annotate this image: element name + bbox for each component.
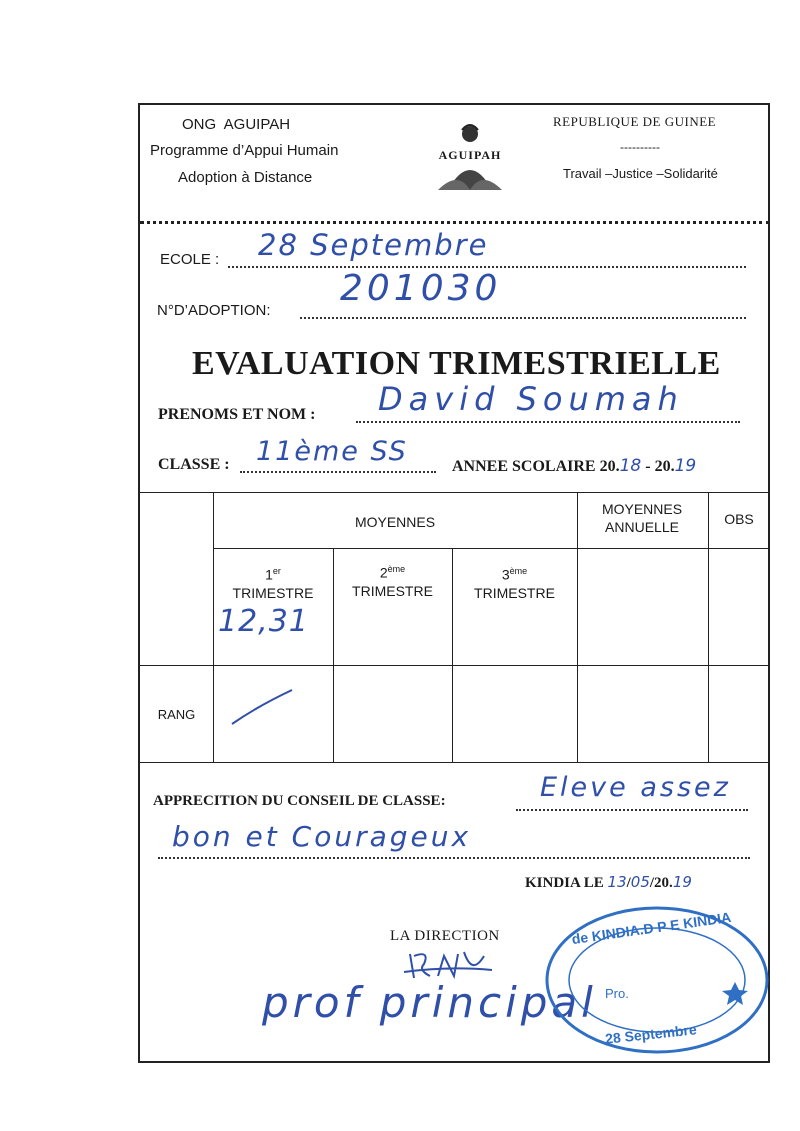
table-col-line-5	[708, 492, 709, 762]
logo-text: AGUIPAH	[438, 148, 502, 162]
adoption-label: N°D’ADOPTION:	[157, 302, 271, 319]
appreciation-label: APPRECITION DU CONSEIL DE CLASSE:	[153, 793, 446, 809]
table-header-line	[213, 548, 770, 549]
moyennes-annuelle-header: MOYENNES ANNUELLE	[601, 501, 683, 535]
appreciation-line1: Eleve assez	[540, 772, 731, 803]
annee-end: 19	[674, 456, 697, 476]
t3-num: 3	[501, 566, 510, 583]
date-year: 19	[672, 873, 692, 891]
stamp-top-text: de KINDIA.D P E KINDIA	[570, 908, 733, 948]
org-name: ONG AGUIPAH	[182, 116, 291, 133]
header-divider	[140, 221, 770, 224]
table-top-line	[140, 492, 770, 493]
obs-header: OBS	[724, 511, 754, 527]
rang-label: RANG	[157, 707, 196, 722]
moyennes-header: MOYENNES	[354, 514, 436, 530]
aguipah-logo	[418, 120, 522, 196]
page-title: EVALUATION TRIMESTRIELLE	[192, 345, 721, 382]
annee-sep: - 20.	[641, 458, 675, 475]
table-bottom-line	[140, 762, 770, 763]
direction-label: LA DIRECTION	[390, 928, 500, 944]
adoption-dotline	[300, 309, 746, 319]
t1-sup: er	[272, 566, 281, 576]
program-line2: Adoption à Distance	[178, 169, 313, 186]
stamp-mid-text: Pro.	[605, 986, 629, 1001]
t2-label: TRIMESTRE	[352, 582, 433, 599]
annee-start: 18	[619, 456, 642, 476]
appreciation-line2: bon et Courageux	[172, 820, 472, 853]
republic-label: REPUBLIQUE DE GUINEE	[553, 114, 717, 129]
name-value: David Soumah	[378, 380, 684, 418]
annee-label	[452, 456, 696, 476]
adoption-value: 201030	[340, 268, 502, 309]
header-separator: ----------	[620, 140, 660, 154]
signature-handwritten: prof principal	[262, 978, 597, 1027]
ecole-label: ECOLE :	[160, 251, 220, 268]
trimestre-1-value: 12,31	[218, 604, 309, 639]
t2-num: 2	[379, 564, 388, 581]
trimestre-1-header	[213, 562, 333, 602]
t1-num: 1	[265, 566, 273, 583]
t3-sup: ème	[509, 566, 528, 576]
date-month: 05	[630, 873, 650, 891]
t3-label: TRIMESTRE	[474, 584, 555, 601]
annee-prefix: ANNEE SCOLAIRE 20.	[452, 458, 620, 475]
classe-value: 11ème SS	[256, 436, 408, 467]
table-mid-line	[140, 665, 770, 666]
date-label: KINDIA LE	[525, 875, 604, 891]
trimestre-3-header	[452, 562, 577, 602]
date-line: KINDIA LE 13/05/20.19	[525, 873, 692, 891]
classe-label: CLASSE :	[158, 456, 230, 473]
ecole-value: 28 Septembre	[258, 228, 489, 262]
name-label: PRENOMS ET NOM :	[158, 406, 316, 423]
t2-sup: ème	[387, 564, 406, 574]
t1-label: TRIMESTRE	[232, 584, 314, 601]
table-col-line-4	[577, 492, 578, 762]
date-day: 13	[607, 873, 627, 891]
school-stamp	[535, 900, 775, 1060]
program-line1: Programme d’Appui Humain	[150, 142, 339, 159]
motto: Travail –Justice –Solidarité	[563, 166, 718, 181]
stamp-bottom-text: 28 Septembre	[604, 1021, 698, 1047]
date-year-prefix: /20.	[649, 875, 673, 891]
table-col-line-1	[213, 492, 214, 762]
rang-dash-mark	[228, 686, 298, 730]
trimestre-2-header	[333, 560, 452, 600]
